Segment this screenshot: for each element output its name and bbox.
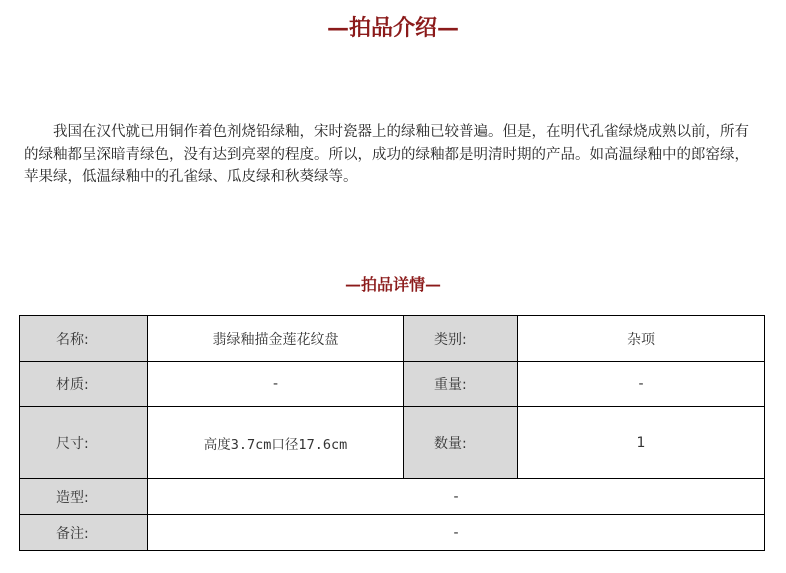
notes-value: -	[148, 515, 765, 551]
name-value: 翡绿釉描金莲花纹盘	[148, 316, 404, 362]
material-value: -	[148, 362, 404, 407]
table-row	[20, 407, 765, 479]
quantity-label: 数量:	[404, 407, 518, 479]
shape-label: 造型:	[20, 479, 148, 515]
lot-details-title: —拍品详情—	[344, 275, 441, 294]
lot-introduction-text: 我国在汉代就已用铜作着色剂烧铅绿釉，宋时瓷器上的绿釉已较普遍。但是，在明代孔雀绿烧成熟以前，所有的绿釉都呈深暗青绿色，没有达到亮翠的程度。所以，成功的绿釉都是明清时期的产品。如高温绿釉中的郎窑绿，苹果绿，低温绿釉中的孔雀绿、瓜皮绿和秋葵绿等。	[24, 124, 749, 185]
table-row	[20, 515, 765, 551]
weight-value: -	[518, 362, 765, 407]
category-value: 杂项	[518, 316, 765, 362]
table-row	[20, 362, 765, 407]
material-label: 材质:	[20, 362, 148, 407]
lot-details-table	[19, 315, 765, 551]
weight-label: 重量:	[404, 362, 518, 407]
size-value: 高度3.7cm口径17.6cm	[148, 407, 404, 479]
lot-introduction-title: —拍品介绍—	[326, 15, 459, 41]
size-label: 尺寸:	[20, 407, 148, 479]
name-label: 名称:	[20, 316, 148, 362]
quantity-value: 1	[518, 407, 765, 479]
table-row	[20, 479, 765, 515]
table-row	[20, 316, 765, 362]
shape-value: -	[148, 479, 765, 515]
category-label: 类别:	[404, 316, 518, 362]
notes-label: 备注:	[20, 515, 148, 551]
